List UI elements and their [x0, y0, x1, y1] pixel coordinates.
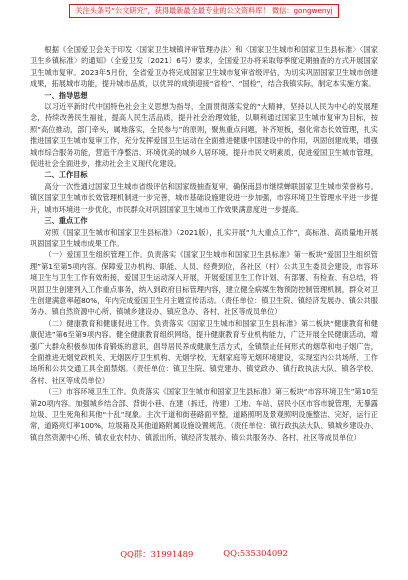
header-banner-text: 关注头条号“公文研究”，获得最新最全最专业的公文资料库！ 微信：gongwenyj: [69, 4, 338, 18]
body-paragraph: 根据《全国爱卫会关于印发〈国家卫生城镇评审管理办法〉和〈国家卫生城市和国家卫生县标准〉〈国家卫生乡镇标准〉的通知》（全爱卫发〔2021〕6号）要求，全国爱卫办将采取每季度定期抽查的方式开展国家卫生城市复审。2023年5月份，全省爱卫办将完成国家卫生城市复审省级评估，为切实巩固国家卫生城市创建成果，拓展城市功能，提升城市品质，以优异的成绩迎接“省检”、“国检”，结合我镇实际，制定本实施方案。: [30, 45, 378, 89]
section-heading: 三、重点工作: [44, 216, 88, 226]
body-paragraph: （三）市容环境卫生工作。负责落实《国家卫生城市和国家卫生县标准》第三板块“市容环境卫生”第10至第20项内容。加强城乡结合部、背街小巷、在建（拆迁、待建）工地、车站、居民小区市容市貌管理，无暴露垃圾、卫生死角和其他“十乱”现象。主次干道和街巷路面平整，道路照明及景观照明设施整洁、完好，运行正常，道路亮灯率100%，垃圾箱及其他道路附属设施设置规范。（责任单位：镇行政执法大队、镇城乡建设办、镇自然资源中心所、镇农业农村办、镇派出所、镇经济发展办、镇公共服务办、各村、社区等成员单位）: [30, 387, 378, 442]
body-paragraph: 对照《国家卫生城市和国家卫生县标准》（2021版），扎实开展“九大重点工作”，高标准、高质量地开展巩固国家卫生城市成果工作。: [30, 227, 378, 248]
document-body: [30, 44, 378, 443]
section-heading: 二、工作目标: [44, 170, 88, 180]
body-paragraph: （二）健康教育和健康促进工作。负责落实《国家卫生城市和国家卫生县标准》第二板块“健康教育和健康促进”第6至第9项内容。健全健康教育组织网络，提升健康教育专业机构能力，广泛开展全民健康活动，增强广大群众积极参加体育锻炼的意识，倡导居民养成健康生活方式，全镇禁止任何形式的烟草和电子烟广告，全面推进无烟党政机关、无烟医疗卫生机构、无烟学校、无烟家庭等无烟环境建设，实现室内公共场所、工作场所和公共交通工具全面禁烟。（责任单位：镇卫生院、镇党建办、镇党政办、镇行政执法大队、镇各学校、各村、社区等成员单位）: [30, 318, 378, 385]
document-footer: [0, 548, 408, 560]
body-paragraph: 以习近平新时代中国特色社会主义思想为指导，全面贯彻落实党的“大精神，坚持以人民为中心的发展理念，持续改善民生福祉，提高人民生活品质，提升社会治理效能，以顺利通过国家卫生城市复审为目标，按照“高位推动，部门牵头，属地落实，全民参与”的原则，聚焦重点问题，补齐短板，强化常态长效管理，扎实推进国家卫生城市复审工作，充分发挥爱国卫生运动在全面推进健康中国建设中的作用，巩固创建成果，增强城市综合服务功能，营造干净整洁、环境优美的城乡人居环境。提升市民文明素质，促进爱国卫生城市管理，促进社会全面进步，推动社会主义现代化建设。: [30, 102, 378, 169]
section-heading: 一、指导思想: [44, 90, 88, 100]
body-paragraph: （一）爱国卫生组织管理工作。负责落实《国家卫生城市和国家卫生县标准》第一板块“爱国卫生组织管理”第1至第5项内容。保障爱卫办机构、职能、人员、经费到位，各社区（村）公共卫生委员会建设，市容环境卫生与卫生工作有效衔接，爱国卫生运动深入开展，开展爱国卫生工作计划、有部署、有检查、有总结，将巩固卫生创建列入工作重点事务，纳入到政府目标管理内容，建立健全病媒生物预防控制管理机制，群众对卫生创建满意率超80%，年内完成爱国卫生月主题宣传活动。（责任单位：镇卫生院、镇经济发展办、镇公共服务办、镇自然资源中心所、镇城乡建设办、镇应急办、各村、社区等成员单位）: [30, 250, 378, 317]
header-banner: [0, 0, 408, 22]
footer-qq: QQ:535304092: [223, 548, 288, 558]
body-paragraph: 高分一次性通过国家卫生城市省级评估和国家级抽查复审，确保南县市继续蝉联国家卫生城市荣誉称号。镇区国家卫生城市长效管理机制进一步完善，城市基础设施建设进一步加强，市容环境卫生管理水平进一步提升，城市环境进一步优化，市民群众对巩固国家卫生城市工作效果满意度进一步提高。: [30, 181, 378, 214]
footer-qq-group: QQ群：31991489: [120, 549, 194, 559]
